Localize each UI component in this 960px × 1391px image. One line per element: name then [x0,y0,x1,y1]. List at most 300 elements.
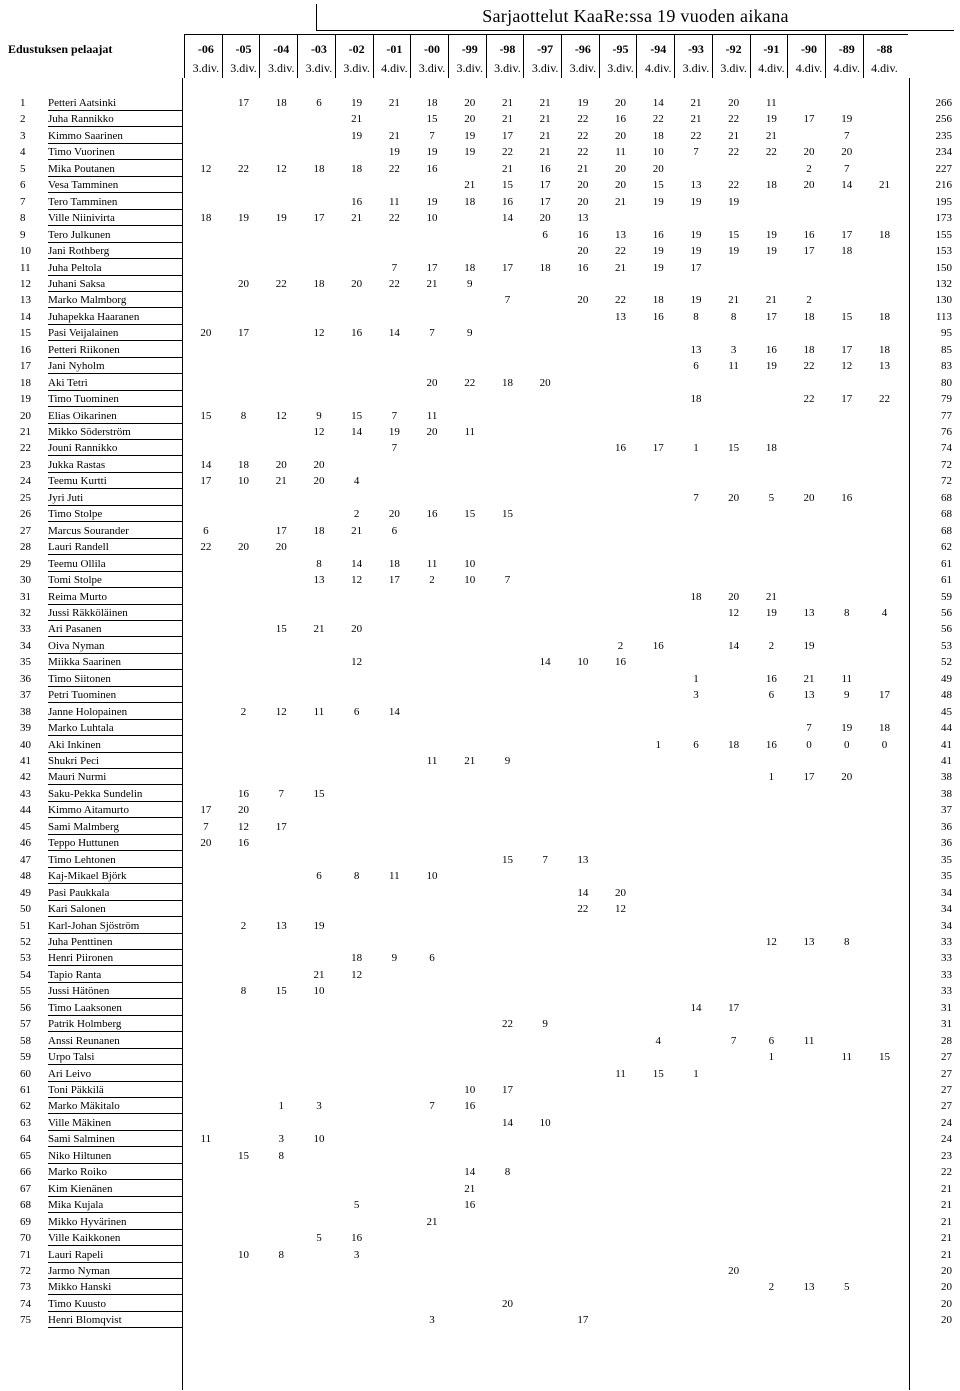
season-games-cell: 3 [353,1248,360,1261]
column-divider [222,34,223,78]
season-label: -92 [725,42,742,56]
season-games-cell: 22 [275,277,287,290]
player-name: Shukri Peci [48,755,100,767]
season-column-header [639,34,677,75]
row-rank: 39 [20,722,31,735]
row-rank: 75 [20,1314,31,1327]
season-column-header [187,34,225,75]
season-games-cell: 7 [542,853,548,866]
season-games-cell: 22 [803,393,815,406]
season-games-cell: 8 [240,409,247,422]
season-games-cell: 8 [278,1248,284,1261]
season-games-cell: 8 [353,870,360,883]
season-games-cell: 22 [728,113,740,126]
row-rank: 53 [20,952,31,965]
total-games: 20 [941,1297,952,1310]
season-games-cell: 12 [275,409,287,422]
player-name: Petri Tuominen [48,689,117,702]
season-games-cell: 10 [652,146,664,159]
season-games-cell: 18 [803,343,815,356]
season-label: -95 [612,42,629,56]
total-games: 56 [941,623,952,636]
row-rank: 24 [20,475,31,488]
total-games: 21 [941,1215,952,1228]
row-rank: 44 [20,804,31,817]
row-rank: 23 [20,458,31,471]
season-games-cell: 21 [728,129,740,142]
season-label: -06 [197,42,214,56]
season-games-cell: 16 [652,228,664,241]
total-games: 256 [935,113,952,126]
row-rank: 26 [20,508,31,521]
season-label: -88 [876,42,893,56]
total-games: 77 [941,409,952,422]
row-rank: 15 [20,327,31,340]
season-games-cell: 17 [388,574,400,587]
division-label: 3.div. [305,61,333,75]
column-divider [448,34,449,78]
total-games: 24 [941,1133,952,1146]
row-rank: 64 [20,1133,31,1146]
season-games-cell: 16 [615,113,627,126]
player-name: Elias Oikarinen [48,409,117,422]
column-divider [750,34,751,78]
season-games-cell: 16 [426,508,438,521]
season-games-cell: 1 [655,738,661,751]
season-games-cell: 21 [275,475,287,488]
season-games-cell: 21 [388,129,400,142]
season-games-cell: 22 [577,113,589,126]
season-games-cell: 1 [768,1051,775,1064]
column-divider [712,34,713,78]
season-column-header [451,34,489,75]
season-games-cell: 20 [615,886,627,899]
season-games-cell: 9 [466,327,473,340]
season-games-cell: 11 [426,557,438,570]
season-label: -98 [499,42,516,56]
season-games-cell: 13 [690,179,702,192]
season-games-cell: 18 [690,393,702,406]
total-games: 28 [941,1034,952,1047]
season-games-cell: 13 [313,574,325,587]
season-games-cell: 18 [765,179,777,192]
season-games-cell: 10 [238,1248,250,1261]
division-label: 3.div. [569,61,597,75]
season-label: -89 [838,42,855,56]
season-games-cell: 20 [313,475,325,488]
season-games-cell: 22 [765,146,777,159]
season-games-cell: 4 [655,1034,661,1047]
player-name: Jussi Räkköläinen [48,606,128,619]
season-games-cell: 6 [693,738,699,751]
player-name: Jukka Rastas [48,458,106,471]
player-name: Juhapekka Haaranen [48,310,140,323]
row-rank: 52 [20,935,31,948]
player-name: Juha Rannikko [48,113,114,126]
season-games-cell: 14 [351,557,363,570]
total-games: 155 [935,228,952,241]
season-label: -94 [650,42,667,56]
season-games-cell: 18 [539,261,551,274]
season-games-cell: 15 [652,179,664,192]
season-games-cell: 14 [388,327,400,340]
season-label: -93 [687,42,704,56]
season-games-cell: 17 [313,212,325,225]
player-name: Tapio Ranta [48,968,102,981]
season-games-cell: 13 [577,212,589,225]
season-label: -04 [273,42,290,56]
season-games-cell: 17 [690,261,702,274]
season-games-cell: 22 [388,162,400,175]
season-games-cell: 18 [728,738,740,751]
player-name: Mikko Hyvärinen [48,1215,127,1228]
total-games: 76 [941,426,952,438]
season-games-cell: 2 [806,162,812,175]
total-games: 33 [941,968,952,981]
season-games-cell: 22 [577,903,589,916]
player-name: Jani Nyholm [48,360,105,373]
player-name: Lauri Randell [48,541,109,554]
season-games-cell: 8 [693,310,699,323]
player-name: Urpo Talsi [48,1051,95,1064]
season-games-cell: 10 [426,212,438,225]
total-games: 266 [935,97,952,109]
season-games-cell: 20 [728,97,740,109]
season-games-cell: 21 [351,113,363,126]
total-games: 56 [941,606,952,619]
season-games-cell: 19 [464,146,476,159]
season-games-cell: 17 [878,689,890,702]
season-games-cell: 11 [615,146,626,159]
row-rank: 69 [20,1215,31,1228]
season-games-cell: 18 [878,722,890,735]
player-name: Timo Vuorinen [48,146,115,159]
season-games-cell: 10 [426,870,438,883]
season-games-cell: 1 [693,672,699,685]
season-games-cell: 20 [577,245,589,258]
season-games-cell: 18 [841,245,853,258]
total-games: 24 [941,1116,952,1129]
season-games-cell: 7 [391,261,398,274]
season-games-cell: 7 [504,574,511,587]
total-games: 27 [941,1051,952,1064]
total-games: 45 [941,705,952,718]
season-games-cell: 18 [275,97,287,109]
season-games-cell: 22 [577,129,589,142]
row-rank: 45 [20,820,31,833]
total-games: 23 [941,1149,952,1162]
total-games: 20 [941,1281,952,1294]
season-games-cell: 21 [539,113,551,126]
total-games: 38 [941,771,952,784]
division-label: 3.div. [267,61,295,75]
row-rank: 63 [20,1116,31,1129]
season-games-cell: 15 [652,1067,664,1080]
season-games-cell: 16 [501,195,513,208]
season-games-cell: 20 [238,804,250,817]
season-games-cell: 8 [278,1149,284,1162]
season-label: -05 [235,42,252,56]
season-games-cell: 11 [200,1133,212,1146]
season-games-cell: 18 [652,129,664,142]
player-name: Marko Roiko [48,1166,107,1179]
season-games-cell: 13 [803,689,815,702]
season-games-cell: 9 [504,755,511,767]
season-games-cell: 17 [728,1001,740,1014]
total-games: 61 [941,574,952,587]
season-games-cell: 19 [728,245,740,258]
total-games: 62 [941,541,952,554]
season-games-cell: 20 [464,113,476,126]
page-title: Sarjaottelut KaaRe:ssa 19 vuoden aikana [482,6,789,26]
player-name: Petteri Riikonen [48,343,120,356]
player-name: Timo Stolpe [48,508,103,521]
division-label: 4.div. [871,61,898,75]
season-games-cell: 21 [690,97,702,109]
season-games-cell: 15 [501,179,513,192]
row-rank: 9 [20,228,26,241]
season-games-cell: 1 [693,1067,699,1080]
season-games-cell: 4 [881,606,888,619]
total-games: 34 [941,919,952,932]
season-column-header [715,34,753,75]
row-rank: 28 [20,541,31,554]
season-games-cell: 10 [238,475,250,488]
division-label: 3.div. [720,61,747,75]
player-name: Kaj-Mikael Björk [48,870,127,883]
season-games-cell: 16 [652,639,664,652]
season-games-cell: 22 [501,1018,513,1031]
season-column-header [225,34,263,75]
season-games-cell: 20 [238,541,250,554]
season-games-cell: 16 [351,1232,363,1245]
player-name: Vesa Tamminen [48,179,119,192]
season-games-cell: 7 [429,327,435,340]
season-games-cell: 21 [615,195,627,208]
season-games-cell: 8 [843,606,850,619]
total-games: 150 [935,261,952,274]
player-name: Tero Tamminen [48,195,118,208]
division-label: 3.div. [192,61,220,75]
season-games-cell: 19 [388,426,400,438]
column-divider [259,34,260,78]
total-games: 68 [941,491,952,504]
row-rank: 34 [20,639,31,652]
player-name: Jani Rothberg [48,245,110,258]
division-label: 4.div. [795,61,823,75]
player-name: Ville Kaikkonen [48,1232,121,1245]
division-label: 3.div. [682,61,710,75]
season-games-cell: 22 [652,113,664,126]
season-games-cell: 21 [501,113,513,126]
season-games-cell: 11 [841,1051,853,1064]
total-games: 21 [941,1232,952,1245]
season-games-cell: 20 [577,195,589,208]
row-rank: 7 [20,195,26,208]
total-games: 80 [941,376,952,389]
season-games-cell: 17 [238,97,250,109]
season-games-cell: 20 [200,327,212,340]
season-games-cell: 19 [313,919,325,932]
season-games-cell: 17 [841,228,853,241]
total-games: 68 [941,508,952,521]
row-rank: 2 [20,113,26,126]
season-games-cell: 18 [238,458,250,471]
season-games-cell: 20 [803,146,815,159]
total-games: 36 [941,837,952,850]
row-rank: 22 [20,442,31,455]
season-games-cell: 11 [803,1034,815,1047]
player-name: Mikko Hanski [48,1281,112,1294]
season-games-cell: 19 [690,195,702,208]
season-games-cell: 3 [316,1100,322,1113]
season-games-cell: 18 [878,343,890,356]
season-games-cell: 16 [803,228,815,241]
row-rank: 43 [20,787,31,800]
total-games: 227 [935,162,952,175]
row-rank: 17 [20,360,31,373]
season-games-cell: 11 [389,195,400,208]
total-games: 173 [935,212,952,225]
row-rank: 56 [20,1001,31,1014]
division-label: 4.div. [833,61,861,75]
season-games-cell: 20 [841,146,853,159]
season-games-cell: 21 [426,1215,438,1228]
season-games-cell: 17 [426,261,438,274]
row-rank: 33 [20,623,31,636]
total-games: 113 [935,310,952,323]
season-games-cell: 8 [843,935,850,948]
season-games-cell: 1 [768,771,775,784]
season-games-cell: 17 [501,1084,513,1096]
season-games-cell: 5 [843,1281,850,1294]
division-label: 4.div. [381,61,408,75]
season-games-cell: 18 [313,277,325,290]
row-rank: 21 [20,426,31,438]
season-games-cell: 17 [539,195,551,208]
season-games-cell: 15 [728,228,740,241]
season-games-cell: 16 [577,228,589,241]
season-column-header [564,34,602,75]
season-games-cell: 18 [200,212,212,225]
season-games-cell: 14 [501,1116,513,1129]
season-games-cell: 18 [313,162,325,175]
season-games-cell: 15 [275,623,287,636]
season-column-header [790,34,828,75]
season-games-cell: 14 [200,458,212,471]
player-name: Saku-Pekka Sundelin [48,787,143,800]
season-games-cell: 21 [464,1182,476,1195]
column-divider [599,34,600,78]
season-games-cell: 6 [693,360,699,373]
season-games-cell: 10 [313,985,325,998]
season-games-cell: 10 [464,557,476,570]
season-games-cell: 22 [200,541,212,554]
player-name: Pasi Veijalainen [48,327,119,340]
season-games-cell: 16 [652,310,664,323]
row-rank: 38 [20,705,31,718]
season-games-cell: 21 [501,162,513,175]
season-games-cell: 13 [690,343,702,356]
row-rank: 72 [20,1264,31,1277]
season-games-cell: 16 [464,1100,476,1113]
season-games-cell: 17 [501,129,513,142]
season-games-cell: 3 [278,1133,284,1146]
season-games-cell: 19 [728,195,740,208]
total-games: 74 [941,442,952,455]
season-games-cell: 16 [615,442,627,455]
row-rank: 18 [20,376,31,389]
season-games-cell: 19 [426,146,438,159]
season-games-cell: 20 [501,1297,513,1310]
season-games-cell: 18 [464,261,476,274]
season-games-cell: 12 [351,574,363,587]
row-rank: 8 [20,212,26,225]
season-games-cell: 16 [238,837,250,850]
season-games-cell: 11 [728,360,739,373]
season-games-cell: 7 [278,787,284,800]
season-column-header [376,34,414,75]
column-divider [335,34,336,78]
total-games: 33 [941,985,952,998]
season-games-cell: 20 [728,1264,740,1277]
season-games-cell: 20 [313,458,325,471]
season-games-cell: 7 [391,442,398,455]
season-games-cell: 0 [806,738,812,751]
row-rank: 71 [20,1248,31,1261]
column-divider [373,34,374,78]
player-name: Mikko Söderström [48,426,131,438]
season-games-cell: 2 [768,639,775,652]
total-games: 36 [941,820,952,833]
season-column-header [413,34,451,75]
season-games-cell: 20 [728,590,740,603]
season-games-cell: 18 [765,442,777,455]
player-name: Juhani Saksa [48,277,106,290]
season-column-header [753,34,791,75]
season-games-cell: 7 [391,409,398,422]
season-games-cell: 6 [429,952,435,965]
player-name: Janne Holopainen [48,705,128,718]
row-rank: 27 [20,524,31,537]
season-games-cell: 19 [238,212,250,225]
total-games: 33 [941,935,952,948]
season-games-cell: 11 [426,409,438,422]
season-games-cell: 7 [730,1034,737,1047]
season-games-cell: 22 [728,146,740,159]
season-games-cell: 22 [501,146,513,159]
season-games-cell: 7 [429,129,435,142]
row-rank: 11 [20,261,31,274]
total-games: 48 [941,689,952,702]
season-games-cell: 16 [765,672,777,685]
season-games-cell: 19 [765,113,777,126]
total-games: 44 [941,722,952,735]
season-games-cell: 6 [353,705,360,718]
total-games: 27 [941,1100,952,1113]
division-label: 3.div. [456,61,484,75]
player-name: Patrik Holmberg [48,1018,122,1031]
season-games-cell: 21 [728,294,740,307]
total-games: 35 [941,853,952,866]
season-games-cell: 12 [765,935,777,948]
season-games-cell: 20 [275,458,287,471]
row-rank: 50 [20,903,31,916]
player-name: Oiva Nyman [48,639,105,652]
season-games-cell: 15 [464,508,476,521]
season-games-cell: 11 [426,755,438,767]
season-games-cell: 17 [275,524,287,537]
